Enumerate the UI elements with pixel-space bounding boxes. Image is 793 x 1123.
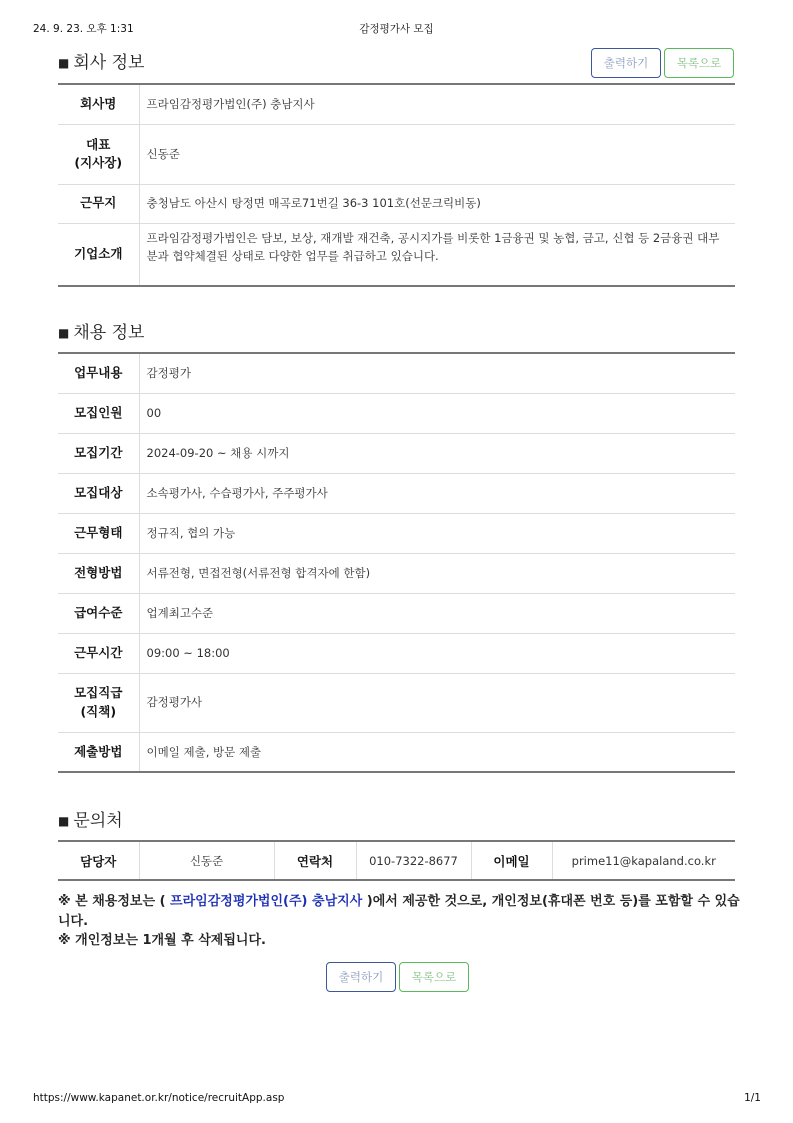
recruit-info-table [58, 352, 735, 773]
print-url: https://www.kapanet.or.kr/notice/recruitApp.asp [33, 1092, 285, 1104]
table-row [58, 184, 735, 223]
phone-label: 연락처 [274, 841, 356, 880]
print-button-bottom[interactable]: 출력하기 [326, 962, 396, 992]
email-label: 이메일 [471, 841, 552, 880]
notice-line-2: ※ 개인정보는 1개월 후 삭제됩니다. [58, 933, 266, 948]
table-row [58, 473, 735, 513]
submission-method-value: 이메일 제출, 방문 제출 [146, 744, 262, 759]
table-row [58, 84, 735, 124]
company-section-title: ■ 회사 정보 [58, 53, 145, 73]
list-button-bottom[interactable]: 목록으로 [399, 962, 469, 992]
workplace-value: 충청남도 아산시 탕정면 매곡로71번길 36-3 101호(선문크릭비동) [139, 184, 735, 223]
submission-method-label: 제출방법 [58, 732, 139, 772]
print-button-top[interactable]: 출력하기 [591, 48, 661, 78]
salary-label: 급여수준 [58, 593, 139, 633]
headcount-value: 00 [139, 393, 735, 433]
workplace-label: 근무지 [58, 184, 139, 223]
period-value: 2024-09-20 ~ 채용 시까지 [139, 433, 735, 473]
manager-label: 담당자 [58, 841, 139, 880]
target-value: 소속평가사, 수습평가사, 주주평가사 [139, 473, 735, 513]
ceo-value: 신동준 [139, 124, 735, 184]
table-row [58, 124, 735, 184]
print-page-title: 감정평가사 모집 [359, 23, 434, 35]
salary-value: 업계최고수준 [139, 593, 735, 633]
company-intro-label: 기업소개 [58, 223, 139, 286]
table-row [58, 841, 735, 880]
table-row [58, 553, 735, 593]
table-row [58, 433, 735, 473]
square-bullet-icon: ■ [58, 814, 70, 828]
notice-company-name: 프라임감정평가법인(주) 충남지사 [170, 894, 363, 909]
table-row [58, 593, 735, 633]
selection-method-value: 서류전형, 면접전형(서류전형 합격자에 한함) [139, 553, 735, 593]
manager-value: 신동준 [139, 841, 274, 880]
job-description-label: 업무내용 [58, 353, 139, 393]
table-row [58, 633, 735, 673]
table-row [58, 732, 735, 772]
table-row [58, 223, 735, 286]
phone-value: 010-7322-8677 [356, 841, 471, 880]
target-label: 모집대상 [58, 473, 139, 513]
notice-line-1: ※ 본 채용정보는 ( 프라임감정평가법인(주) 충남지사 )에서 제공한 것으로, 개인정보(휴대폰 번호 등)를 포함할 수 있습니다. [58, 894, 740, 929]
table-row [58, 393, 735, 433]
work-hours-value: 09:00 ~ 18:00 [139, 633, 735, 673]
print-page-number: 1/1 [744, 1092, 761, 1104]
company-intro-value: 프라임감정평가법인은 담보, 보상, 재개발 재건축, 공시지가를 비롯한 1금융권 및 농협, 금고, 신협 등 2금융권 대부분과 협약체결된 상태로 다양한 업무를 취급하고 있습니다. [146, 230, 720, 263]
contact-section-title: ■ 문의처 [58, 811, 123, 831]
company-name-value: 프라임감정평가법인(주) 충남지사 [139, 84, 735, 124]
position-label: 모집직급 (직책) [58, 673, 139, 732]
company-info-table [58, 83, 735, 287]
ceo-label: 대표 (지사장) [58, 124, 139, 184]
square-bullet-icon: ■ [58, 56, 70, 70]
list-button-top[interactable]: 목록으로 [664, 48, 734, 78]
company-name-label: 회사명 [58, 84, 139, 124]
square-bullet-icon: ■ [58, 326, 70, 340]
table-row [58, 353, 735, 393]
work-hours-label: 근무시간 [58, 633, 139, 673]
email-value: prime11@kapaland.co.kr [571, 853, 716, 868]
job-description-value: 감정평가 [139, 353, 735, 393]
table-row [58, 673, 735, 732]
privacy-notice [58, 892, 748, 951]
table-row [58, 513, 735, 553]
period-label: 모집기간 [58, 433, 139, 473]
employment-type-label: 근무형태 [58, 513, 139, 553]
contact-table [58, 840, 735, 881]
position-value: 감정평가사 [139, 673, 735, 732]
employment-type-value: 정규직, 협의 가능 [139, 513, 735, 553]
recruit-section-title: ■ 채용 정보 [58, 323, 145, 343]
headcount-label: 모집인원 [58, 393, 139, 433]
selection-method-label: 전형방법 [58, 553, 139, 593]
print-date: 24. 9. 23. 오후 1:31 [33, 23, 134, 35]
